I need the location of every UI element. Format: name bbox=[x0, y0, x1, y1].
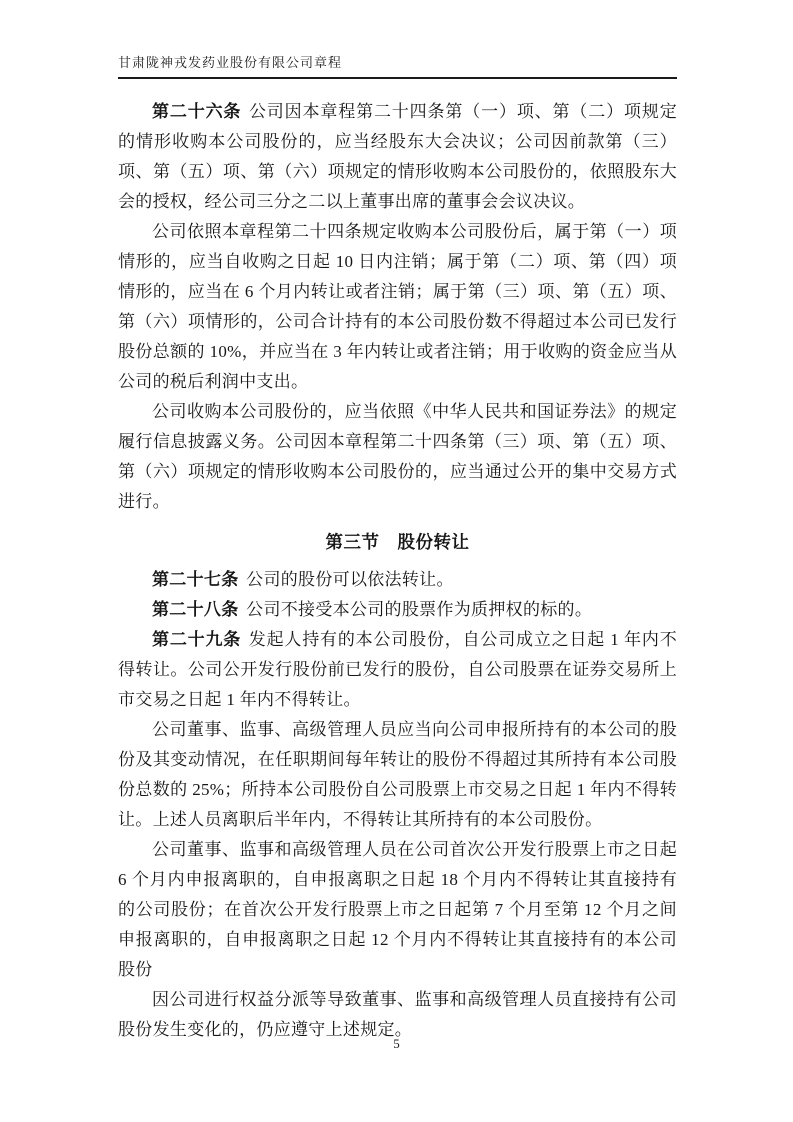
article-28-number: 第二十八条 bbox=[152, 600, 239, 619]
section-heading: 第三节 股份转让 bbox=[325, 532, 470, 552]
body-paragraph-resignation-lockup bbox=[118, 835, 677, 985]
article-29-number: 第二十九条 bbox=[152, 630, 242, 649]
article-28-text: 公司不接受本公司的股票作为质押权的标的。 bbox=[246, 600, 593, 619]
article-26-number: 第二十六条 bbox=[152, 102, 242, 121]
paragraph-text: 因公司进行权益分派等导致董事、监事和高级管理人员直接持有公司股份发生变化的，仍应遵守上述规定。 bbox=[118, 990, 677, 1039]
article-28-paragraph bbox=[118, 595, 677, 625]
page-footer bbox=[0, 1036, 793, 1052]
document-body bbox=[118, 97, 677, 1045]
article-27-text: 公司的股份可以依法转让。 bbox=[246, 570, 454, 589]
paragraph-text: 公司董事、监事和高级管理人员在公司首次公开发行股票上市之日起 6 个月内申报离职的，自申报离职之日起 18 个月内不得转让其直接持有的公司股份；在首次公开发行股票上市之日起第 7 个月至第 12 个月之间申报离职的，自申报离职之日起 12 个月内不得转让其直接持有的本公司股份 bbox=[118, 840, 677, 979]
body-paragraph-director-declaration bbox=[118, 715, 677, 835]
paragraph-text: 公司收购本公司股份的，应当依照《中华人民共和国证券法》的规定履行信息披露义务。公司因本章程第二十四条第（三）项、第（五）项、第（六）项规定的情形收购本公司股份的，应当通过公开的集中交易方式进行。 bbox=[118, 402, 677, 511]
document-title: 甘肃陇神戎发药业股份有限公司章程 bbox=[118, 55, 343, 70]
paragraph-text: 公司依照本章程第二十四条规定收购本公司股份后，属于第（一）项情形的，应当自收购之日起 10 日内注销；属于第（二）项、第（四）项情形的，应当在 6 个月内转让或者注销；属于第（三）项、第（五）项、第（六）项情形的，公司合计持有的本公司股份数不得超过本公司已发行股份总额的 10%，并应当在 3 年内转让或者注销；用于收购的资金应当从公司的税后利润中支出。 bbox=[118, 222, 677, 391]
article-27-number: 第二十七条 bbox=[152, 570, 239, 589]
page-number: 5 bbox=[393, 1036, 400, 1051]
body-paragraph-disclosure bbox=[118, 397, 677, 517]
article-26-paragraph bbox=[118, 97, 677, 217]
article-27-paragraph bbox=[118, 565, 677, 595]
article-29-paragraph bbox=[118, 625, 677, 715]
article-26-text: 公司因本章程第二十四条第（一）项、第（二）项规定的情形收购本公司股份的，应当经股东大会决议；公司因前款第（三）项、第（五）项、第（六）项规定的情形收购本公司股份的，依照股东大会的授权，经公司三分之二以上董事出席的董事会会议决议。 bbox=[118, 102, 677, 211]
paragraph-text: 公司董事、监事、高级管理人员应当向公司申报所持有的本公司的股份及其变动情况，在任职期间每年转让的股份不得超过其所持有本公司股份总数的 25%；所持本公司股份自公司股票上市交易之日起 1 年内不得转让。上述人员离职后半年内，不得转让其所持有的本公司股份。 bbox=[118, 720, 677, 829]
body-paragraph-repurchase-disposal bbox=[118, 217, 677, 397]
article-29-text: 发起人持有的本公司股份，自公司成立之日起 1 年内不得转让。公司公开发行股份前已发行的股份，自公司股票在证券交易所上市交易之日起 1 年内不得转让。 bbox=[118, 630, 678, 709]
page-header bbox=[118, 52, 677, 79]
